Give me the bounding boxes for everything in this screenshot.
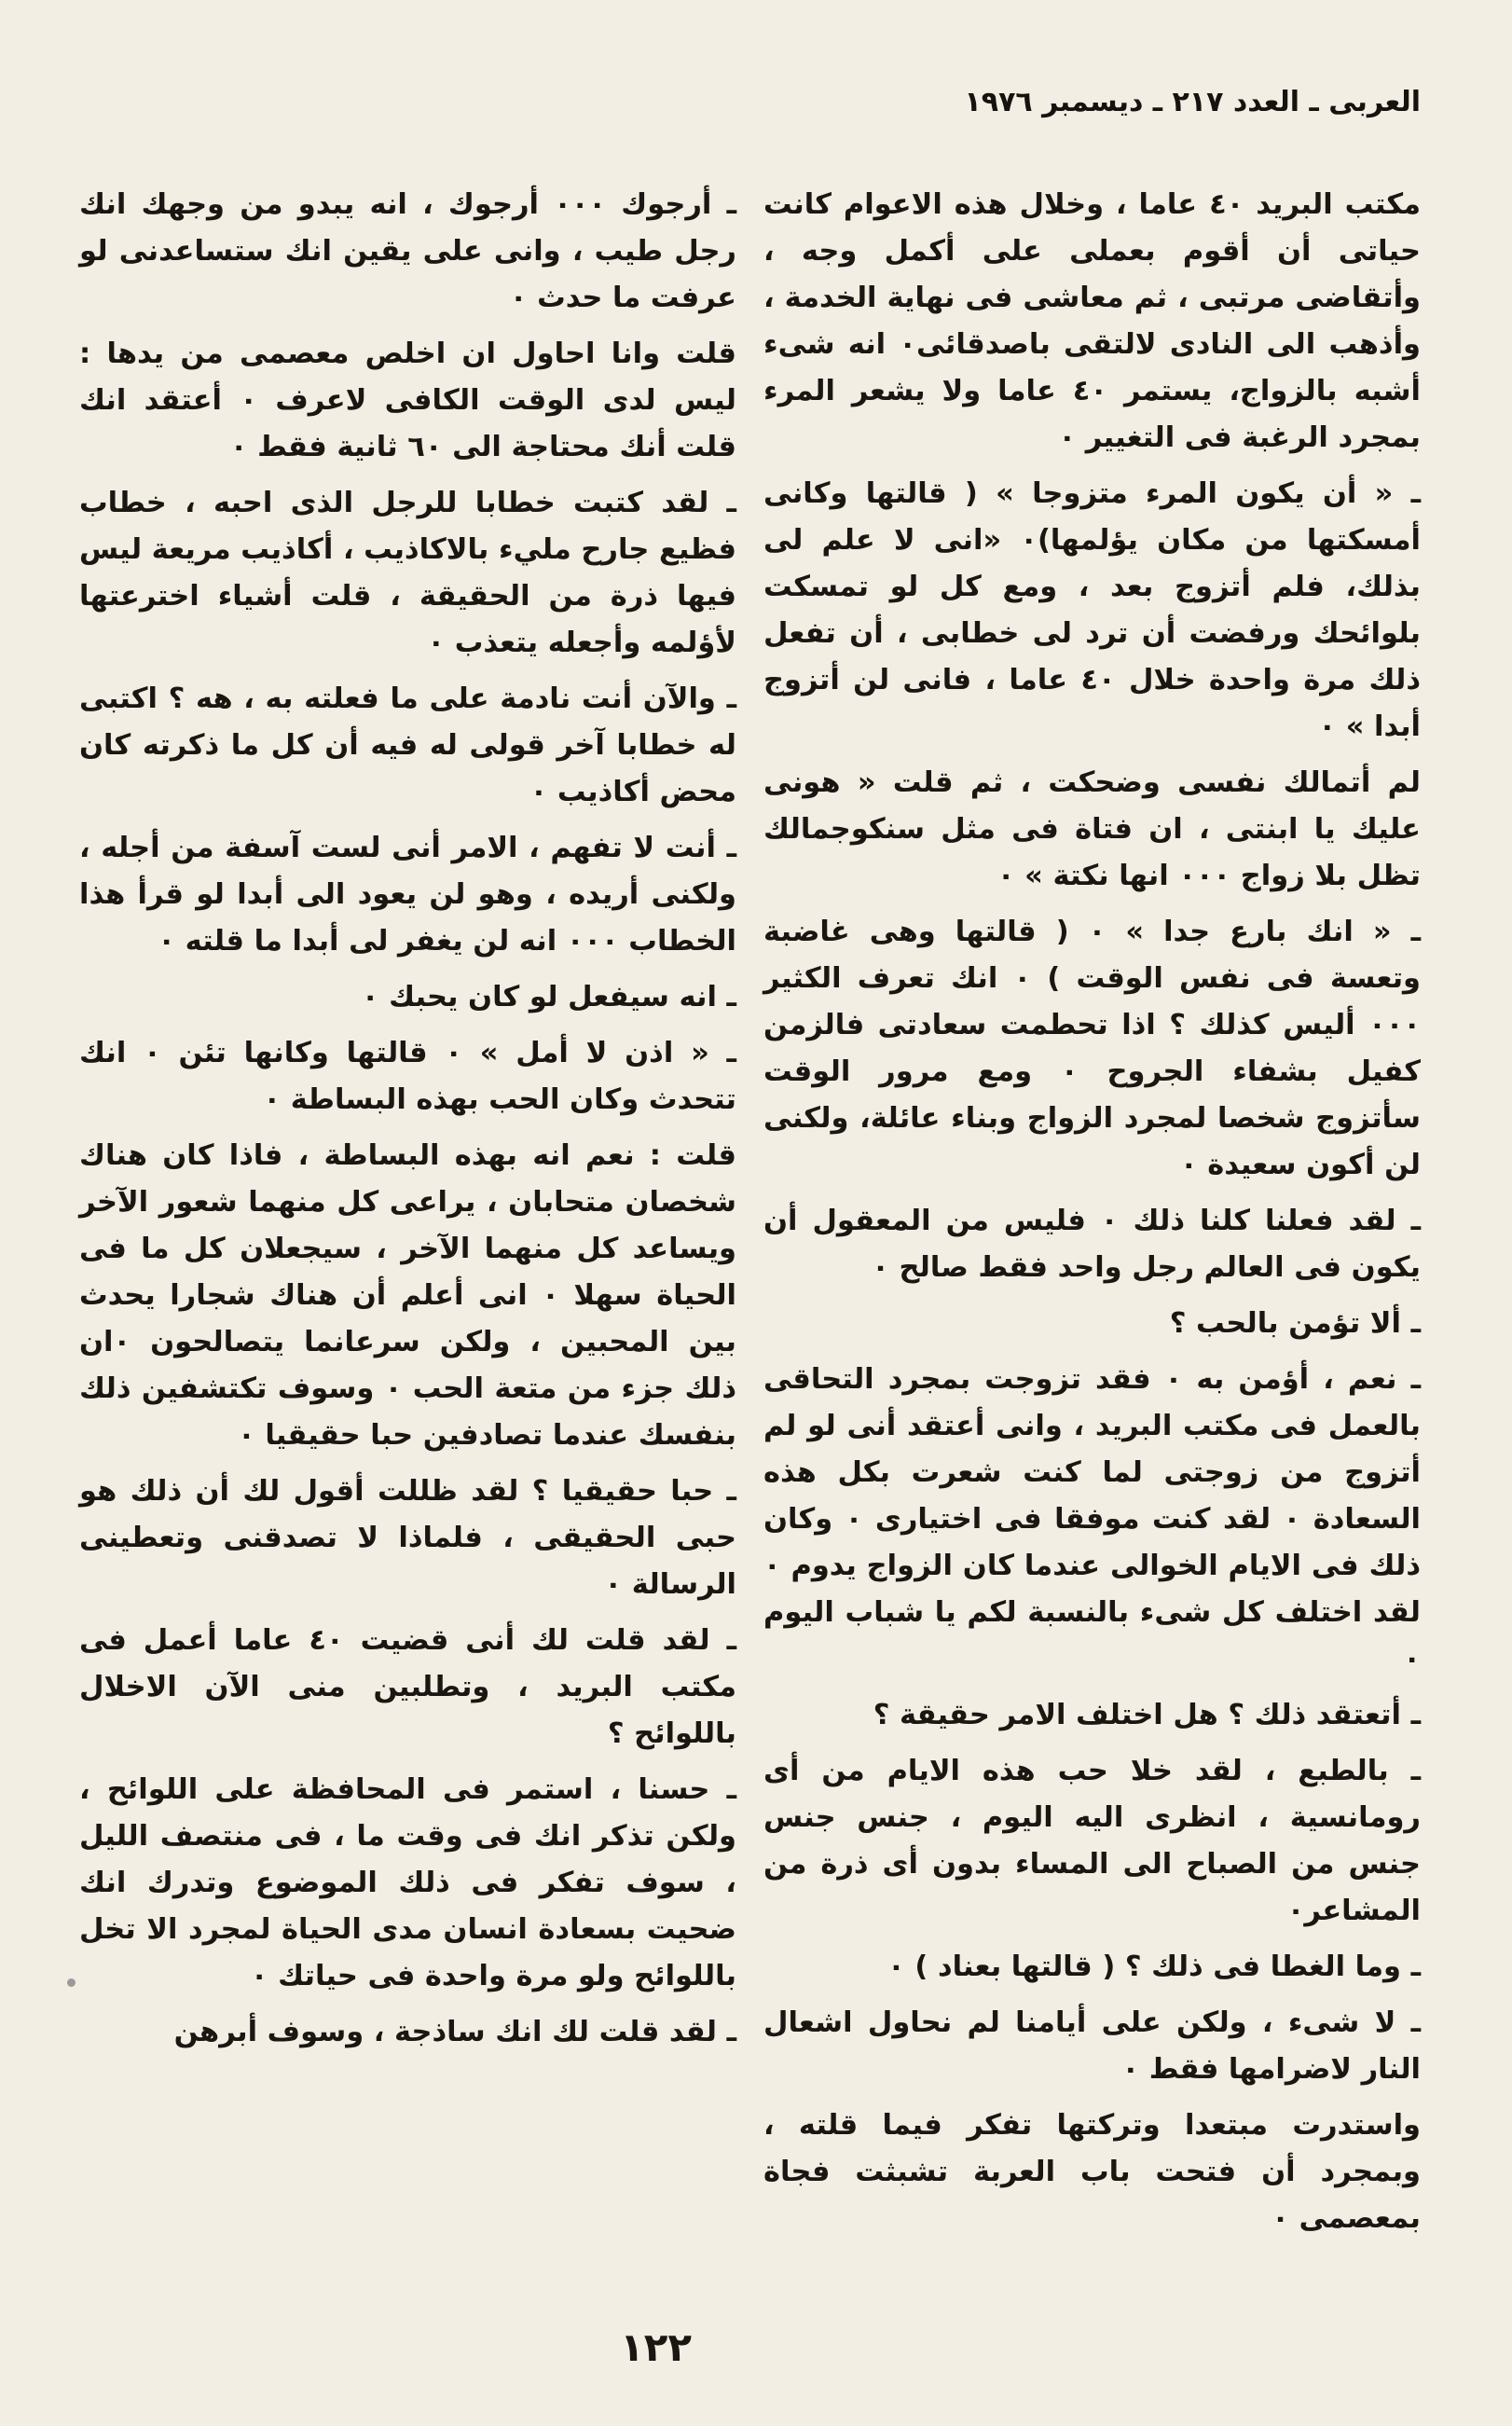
paragraph: لم أتمالك نفسى وضحكت ، ثم قلت « هونى عليك يا ابنتى ، ان فتاة فى مثل سنكوجمالك تظل بلا زواج ٠٠٠ انها نكتة » ٠ <box>763 766 1421 892</box>
paragraph: ـ « اذن لا أمل » ٠ قالتها وكانها تئن ٠ انك تتحدث وكان الحب بهذه البساطة ٠ <box>79 1037 736 1116</box>
paragraph: ـ نعم ، أؤمن به ٠ فقد تزوجت بمجرد التحاقى بالعمل فى مكتب البريد ، وانى أعتقد أنى لو لم أتزوج من زوجتى لما كنت شعرت بكل هذه السعادة ٠ لقد كنت موفقا فى اختيارى ٠ وكان ذلك فى الايام الخوالى عندما كان الزواج يدوم ٠ لقد اختلف كل شىء بالنسبة لكم يا شباب اليوم ٠ <box>763 1363 1421 1675</box>
paragraph: ـ « أن يكون المرء متزوجا » ( قالتها وكانى أمسكتها من مكان يؤلمها)٠ «انى لا علم لى بذلك، فلم أتزوج بعد ، ومع كل لو تمسكت بلوائحك ورفضت أن ترد لى خطابى ، أن تفعل ذلك مرة واحدة خلال ٤٠ عاما ، فانى لن أتزوج أبدا » ٠ <box>763 477 1421 743</box>
paragraph: ـ أتعتقد ذلك ؟ هل اختلف الامر حقيقة ؟ <box>873 1699 1421 1731</box>
paragraph: واستدرت مبتعدا وتركتها تفكر فيما قلته ، وبمجرد أن فتحت باب العربة تشبثت فجاة بمعصمى ٠ <box>763 2109 1421 2235</box>
page-number: ١٢٢ <box>620 2324 692 2370</box>
paragraph: ـ والآن أنت نادمة على ما فعلته به ، هه ؟ اكتبى له خطابا آخر قولى له فيه أن كل ما ذكرته كان محض أكاذيب ٠ <box>79 682 736 808</box>
paragraph: قلت : نعم انه بهذه البساطة ، فاذا كان هناك شخصان متحابان ، يراعى كل منهما شعور الآخر ويساعد كل منهما الآخر ، سيجعلان كل ما فى الحياة سهلا ٠ انى أعلم أن هناك شجارا يحدث بين المحبين ، ولكن سرعانما يتصالحون ٠ان ذلك جزء من متعة الحب ٠ وسوف تكتشفين ذلك بنفسك عندما تصادفين حبا حقيقيا ٠ <box>79 1139 736 1452</box>
paragraph: ـ « انك بارع جدا » ٠ ( قالتها وهى غاضبة وتعسة فى نفس الوقت ) ٠ انك تعرف الكثير ٠٠٠ أليس كذلك ؟ اذا تحطمت سعادتى فالزمن كفيل بشفاء الجروح ٠ ومع مرور الوقت سأتزوج شخصا لمجرد الزواج وبناء عائلة، ولكنى لن أكون سعيدة ٠ <box>763 916 1421 1181</box>
running-header: العربى ـ العدد ٢١٧ ـ ديسمبر ١٩٧٦ <box>964 86 1421 118</box>
paragraph: ـ أرجوك ٠٠٠ أرجوك ، انه يبدو من وجهك انك رجل طيب ، وانى على يقين انك ستساعدنى لو عرفت ما حدث ٠ <box>79 188 736 314</box>
left-column <box>79 182 736 2065</box>
paragraph: ـ حبا حقيقيا ؟ لقد ظللت أقول لك أن ذلك هو حبى الحقيقى ، فلماذا لا تصدقنى وتعطينى الرسالة ٠ <box>79 1475 736 1601</box>
print-speck <box>67 1978 76 1987</box>
paragraph: ـ لا شىء ، ولكن على أيامنا لم نحاول اشعال النار لاضرامها فقط ٠ <box>763 2006 1421 2086</box>
paragraph: ـ بالطبع ، لقد خلا حب هذه الايام من أى رومانسية ، انظرى اليه اليوم ، جنس جنس جنس من الصباح الى المساء بدون أى ذرة من المشاعر٠ <box>763 1755 1421 1927</box>
paragraph: ـ ألا تؤمن بالحب ؟ <box>1169 1307 1421 1340</box>
paragraph: ـ أنت لا تفهم ، الامر أنى لست آسفة من أجله ، ولكنى أريده ، وهو لن يعود الى أبدا لو قرأ هذا الخطاب ٠٠٠ انه لن يغفر لى أبدا ما قلته ٠ <box>79 832 736 958</box>
paragraph: ـ حسنا ، استمر فى المحافظة على اللوائح ، ولكن تذكر انك فى وقت ما ، فى منتصف الليل ، سوف تفكر فى ذلك الموضوع وتدرك انك ضحيت بسعادة انسان مدى الحياة لمجرد الا تخل باللوائح ولو مرة واحدة فى حياتك ٠ <box>79 1773 736 1992</box>
paragraph: ـ لقد قلت لك أنى قضيت ٤٠ عاما أعمل فى مكتب البريد ، وتطلبين منى الآن الاخلال باللوائح ؟ <box>79 1624 736 1750</box>
paragraph: ـ وما الغطا فى ذلك ؟ ( قالتها بعناد ) ٠ <box>887 1950 1421 1983</box>
right-column <box>763 182 1421 2252</box>
paragraph: قلت وانا احاول ان اخلص معصمى من يدها : ليس لدى الوقت الكافى لاعرف ٠ أعتقد انك قلت أنك محتاجة الى ٦٠ ثانية فقط ٠ <box>79 338 737 463</box>
paragraph: ـ لقد فعلنا كلنا ذلك ٠ فليس من المعقول أن يكون فى العالم رجل واحد فقط صالح ٠ <box>763 1205 1421 1284</box>
paragraph: ـ لقد قلت لك انك ساذجة ، وسوف أبرهن <box>173 2016 736 2048</box>
paragraph: ـ انه سيفعل لو كان يحبك ٠ <box>361 981 736 1013</box>
paragraph: ـ لقد كتبت خطابا للرجل الذى احبه ، خطاب فظيع جارح مليء بالاكاذيب ، أكاذيب مريعة ليس فيها ذرة من الحقيقة ، قلت أشياء اخترعتها لأؤلمه وأجعله يتعذب ٠ <box>79 487 736 659</box>
paragraph: مكتب البريد ٤٠ عاما ، وخلال هذه الاعوام كانت حياتى أن أقوم بعملى على أكمل وجه ، وأتقاضى مرتبى ، ثم معاشى فى نهاية الخدمة ، وأذهب الى النادى لالتقى باصدقائى٠ انه شىء أشبه بالزواج، يستمر ٤٠ عاما ولا يشعر المرء بمجرد الرغبة فى التغيير ٠ <box>763 188 1421 454</box>
